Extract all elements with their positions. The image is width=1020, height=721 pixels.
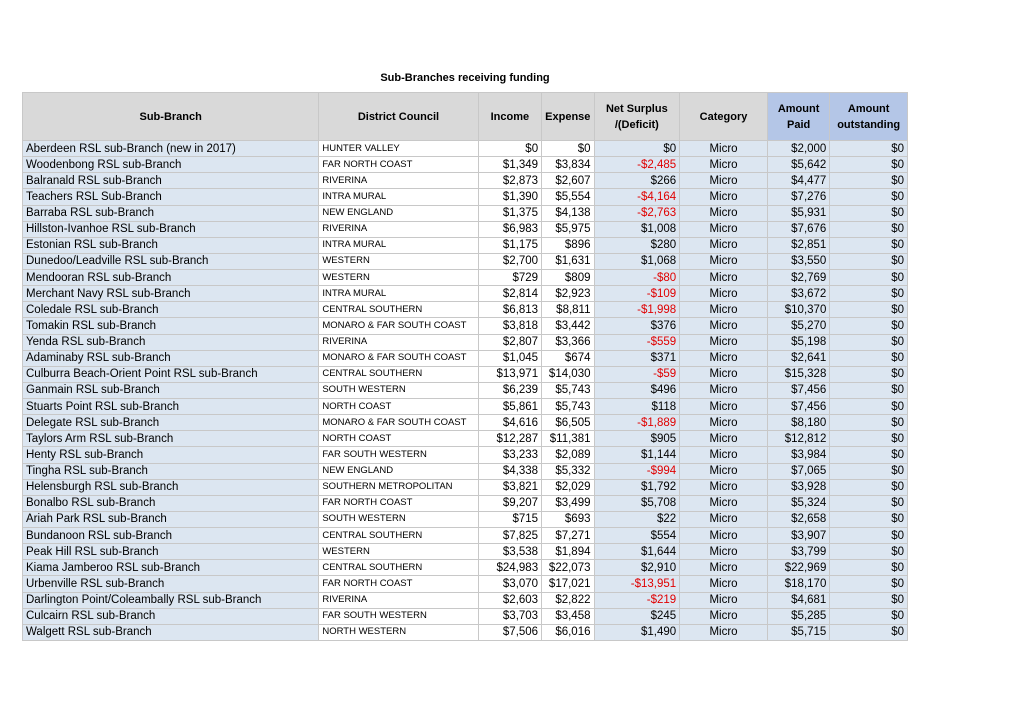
cell-category: Micro bbox=[680, 334, 768, 350]
table-row bbox=[23, 141, 908, 157]
header-category: Category bbox=[680, 93, 768, 141]
cell-sub-branch: Urbenville RSL sub-Branch bbox=[23, 576, 319, 592]
cell-amount-paid: $12,812 bbox=[767, 431, 829, 447]
cell-category: Micro bbox=[680, 270, 768, 286]
cell-expense: $1,894 bbox=[542, 544, 594, 560]
cell-income: $729 bbox=[478, 270, 542, 286]
cell-expense: $17,021 bbox=[542, 576, 594, 592]
cell-amount-paid: $5,931 bbox=[767, 205, 829, 221]
table-row bbox=[23, 511, 908, 527]
cell-category: Micro bbox=[680, 479, 768, 495]
cell-sub-branch: Bonalbo RSL sub-Branch bbox=[23, 495, 319, 511]
header-amount-outstanding bbox=[830, 93, 908, 141]
cell-district-council: RIVERINA bbox=[319, 334, 478, 350]
cell-district-council: NORTH WESTERN bbox=[319, 624, 478, 640]
cell-district-council: SOUTHERN METROPOLITAN bbox=[319, 479, 478, 495]
cell-sub-branch: Barraba RSL sub-Branch bbox=[23, 205, 319, 221]
cell-district-council: HUNTER VALLEY bbox=[319, 141, 478, 157]
cell-income: $5,861 bbox=[478, 399, 542, 415]
cell-amount-outstanding: $0 bbox=[830, 366, 908, 382]
cell-net-surplus: -$59 bbox=[594, 366, 680, 382]
header-out-line1: Amount bbox=[847, 102, 890, 115]
cell-district-council: CENTRAL SOUTHERN bbox=[319, 560, 478, 576]
cell-amount-outstanding: $0 bbox=[830, 495, 908, 511]
cell-category: Micro bbox=[680, 157, 768, 173]
cell-category: Micro bbox=[680, 495, 768, 511]
cell-amount-outstanding: $0 bbox=[830, 157, 908, 173]
cell-expense: $5,332 bbox=[542, 463, 594, 479]
cell-category: Micro bbox=[680, 205, 768, 221]
cell-amount-outstanding: $0 bbox=[830, 463, 908, 479]
table-row bbox=[23, 253, 908, 269]
cell-amount-outstanding: $0 bbox=[830, 302, 908, 318]
cell-sub-branch: Teachers RSL Sub-Branch bbox=[23, 189, 319, 205]
cell-expense: $4,138 bbox=[542, 205, 594, 221]
cell-income: $1,390 bbox=[478, 189, 542, 205]
cell-category: Micro bbox=[680, 576, 768, 592]
table-header-row bbox=[23, 93, 908, 141]
cell-income: $1,375 bbox=[478, 205, 542, 221]
cell-expense: $3,458 bbox=[542, 608, 594, 624]
cell-sub-branch: Delegate RSL sub-Branch bbox=[23, 415, 319, 431]
cell-sub-branch: Aberdeen RSL sub-Branch (new in 2017) bbox=[23, 141, 319, 157]
cell-expense: $693 bbox=[542, 511, 594, 527]
cell-sub-branch: Peak Hill RSL sub-Branch bbox=[23, 544, 319, 560]
cell-category: Micro bbox=[680, 431, 768, 447]
cell-net-surplus: -$2,763 bbox=[594, 205, 680, 221]
cell-sub-branch: Coledale RSL sub-Branch bbox=[23, 302, 319, 318]
cell-amount-paid: $22,969 bbox=[767, 560, 829, 576]
cell-amount-paid: $3,928 bbox=[767, 479, 829, 495]
cell-district-council: FAR SOUTH WESTERN bbox=[319, 447, 478, 463]
funding-table bbox=[22, 92, 908, 641]
table-row bbox=[23, 592, 908, 608]
cell-net-surplus: $280 bbox=[594, 237, 680, 253]
cell-category: Micro bbox=[680, 302, 768, 318]
cell-amount-outstanding: $0 bbox=[830, 253, 908, 269]
cell-category: Micro bbox=[680, 253, 768, 269]
cell-district-council: WESTERN bbox=[319, 253, 478, 269]
cell-income: $2,603 bbox=[478, 592, 542, 608]
cell-sub-branch: Yenda RSL sub-Branch bbox=[23, 334, 319, 350]
cell-amount-outstanding: $0 bbox=[830, 173, 908, 189]
cell-amount-outstanding: $0 bbox=[830, 286, 908, 302]
cell-net-surplus: -$80 bbox=[594, 270, 680, 286]
cell-amount-paid: $3,799 bbox=[767, 544, 829, 560]
cell-income: $3,818 bbox=[478, 318, 542, 334]
cell-category: Micro bbox=[680, 447, 768, 463]
table-row bbox=[23, 173, 908, 189]
table-row bbox=[23, 350, 908, 366]
cell-category: Micro bbox=[680, 463, 768, 479]
cell-amount-paid: $3,984 bbox=[767, 447, 829, 463]
cell-sub-branch: Bundanoon RSL sub-Branch bbox=[23, 528, 319, 544]
cell-amount-paid: $7,276 bbox=[767, 189, 829, 205]
cell-amount-paid: $2,658 bbox=[767, 511, 829, 527]
cell-category: Micro bbox=[680, 399, 768, 415]
cell-amount-paid: $2,000 bbox=[767, 141, 829, 157]
cell-expense: $5,975 bbox=[542, 221, 594, 237]
header-expense: Expense bbox=[542, 93, 594, 141]
cell-income: $1,349 bbox=[478, 157, 542, 173]
table-row bbox=[23, 382, 908, 398]
cell-district-council: NORTH COAST bbox=[319, 431, 478, 447]
cell-amount-outstanding: $0 bbox=[830, 415, 908, 431]
cell-expense: $22,073 bbox=[542, 560, 594, 576]
cell-expense: $5,554 bbox=[542, 189, 594, 205]
cell-category: Micro bbox=[680, 221, 768, 237]
cell-amount-outstanding: $0 bbox=[830, 237, 908, 253]
cell-income: $1,045 bbox=[478, 350, 542, 366]
cell-net-surplus: -$1,998 bbox=[594, 302, 680, 318]
cell-net-surplus: $1,644 bbox=[594, 544, 680, 560]
cell-expense: $14,030 bbox=[542, 366, 594, 382]
cell-amount-outstanding: $0 bbox=[830, 221, 908, 237]
cell-district-council: RIVERINA bbox=[319, 592, 478, 608]
cell-income: $2,814 bbox=[478, 286, 542, 302]
header-income: Income bbox=[478, 93, 542, 141]
cell-category: Micro bbox=[680, 511, 768, 527]
cell-sub-branch: Woodenbong RSL sub-Branch bbox=[23, 157, 319, 173]
cell-amount-paid: $4,477 bbox=[767, 173, 829, 189]
cell-net-surplus: $1,068 bbox=[594, 253, 680, 269]
cell-amount-outstanding: $0 bbox=[830, 447, 908, 463]
cell-amount-outstanding: $0 bbox=[830, 608, 908, 624]
cell-expense: $5,743 bbox=[542, 382, 594, 398]
cell-sub-branch: Culburra Beach-Orient Point RSL sub-Branch bbox=[23, 366, 319, 382]
cell-amount-outstanding: $0 bbox=[830, 270, 908, 286]
cell-income: $2,873 bbox=[478, 173, 542, 189]
table-body bbox=[23, 141, 908, 641]
table-row bbox=[23, 286, 908, 302]
cell-expense: $11,381 bbox=[542, 431, 594, 447]
cell-net-surplus: -$994 bbox=[594, 463, 680, 479]
table-row bbox=[23, 576, 908, 592]
cell-expense: $6,505 bbox=[542, 415, 594, 431]
cell-net-surplus: -$219 bbox=[594, 592, 680, 608]
table-row bbox=[23, 560, 908, 576]
cell-net-surplus: $266 bbox=[594, 173, 680, 189]
cell-net-surplus: $118 bbox=[594, 399, 680, 415]
cell-category: Micro bbox=[680, 624, 768, 640]
cell-income: $0 bbox=[478, 141, 542, 157]
cell-district-council: FAR NORTH COAST bbox=[319, 495, 478, 511]
cell-category: Micro bbox=[680, 366, 768, 382]
header-net-surplus bbox=[594, 93, 680, 141]
cell-expense: $0 bbox=[542, 141, 594, 157]
cell-net-surplus: $1,792 bbox=[594, 479, 680, 495]
cell-net-surplus: -$559 bbox=[594, 334, 680, 350]
cell-amount-outstanding: $0 bbox=[830, 576, 908, 592]
cell-amount-paid: $5,285 bbox=[767, 608, 829, 624]
table-row bbox=[23, 495, 908, 511]
cell-sub-branch: Tomakin RSL sub-Branch bbox=[23, 318, 319, 334]
cell-district-council: MONARO & FAR SOUTH COAST bbox=[319, 318, 478, 334]
cell-amount-outstanding: $0 bbox=[830, 544, 908, 560]
cell-sub-branch: Estonian RSL sub-Branch bbox=[23, 237, 319, 253]
cell-amount-paid: $3,550 bbox=[767, 253, 829, 269]
cell-sub-branch: Merchant Navy RSL sub-Branch bbox=[23, 286, 319, 302]
cell-income: $24,983 bbox=[478, 560, 542, 576]
cell-sub-branch: Taylors Arm RSL sub-Branch bbox=[23, 431, 319, 447]
cell-category: Micro bbox=[680, 237, 768, 253]
cell-expense: $2,923 bbox=[542, 286, 594, 302]
table-row bbox=[23, 318, 908, 334]
table-row bbox=[23, 399, 908, 415]
cell-sub-branch: Hillston-Ivanhoe RSL sub-Branch bbox=[23, 221, 319, 237]
cell-district-council: WESTERN bbox=[319, 544, 478, 560]
cell-net-surplus: $905 bbox=[594, 431, 680, 447]
cell-district-council: SOUTH WESTERN bbox=[319, 511, 478, 527]
cell-district-council: FAR NORTH COAST bbox=[319, 157, 478, 173]
cell-income: $6,983 bbox=[478, 221, 542, 237]
cell-amount-paid: $3,907 bbox=[767, 528, 829, 544]
cell-expense: $1,631 bbox=[542, 253, 594, 269]
cell-amount-paid: $2,851 bbox=[767, 237, 829, 253]
cell-expense: $2,089 bbox=[542, 447, 594, 463]
table-row bbox=[23, 366, 908, 382]
cell-category: Micro bbox=[680, 608, 768, 624]
cell-category: Micro bbox=[680, 286, 768, 302]
cell-net-surplus: $245 bbox=[594, 608, 680, 624]
table-row bbox=[23, 479, 908, 495]
cell-amount-outstanding: $0 bbox=[830, 399, 908, 415]
cell-expense: $3,366 bbox=[542, 334, 594, 350]
cell-amount-outstanding: $0 bbox=[830, 141, 908, 157]
table-row bbox=[23, 221, 908, 237]
header-net-line2: /(Deficit) bbox=[614, 118, 659, 131]
cell-sub-branch: Tingha RSL sub-Branch bbox=[23, 463, 319, 479]
cell-net-surplus: $5,708 bbox=[594, 495, 680, 511]
cell-amount-outstanding: $0 bbox=[830, 560, 908, 576]
cell-category: Micro bbox=[680, 382, 768, 398]
cell-income: $1,175 bbox=[478, 237, 542, 253]
cell-net-surplus: $22 bbox=[594, 511, 680, 527]
cell-sub-branch: Darlington Point/Coleambally RSL sub-Branch bbox=[23, 592, 319, 608]
cell-income: $3,821 bbox=[478, 479, 542, 495]
cell-income: $9,207 bbox=[478, 495, 542, 511]
cell-category: Micro bbox=[680, 141, 768, 157]
cell-amount-outstanding: $0 bbox=[830, 511, 908, 527]
cell-category: Micro bbox=[680, 189, 768, 205]
cell-amount-paid: $7,065 bbox=[767, 463, 829, 479]
cell-expense: $2,822 bbox=[542, 592, 594, 608]
cell-amount-paid: $10,370 bbox=[767, 302, 829, 318]
cell-amount-outstanding: $0 bbox=[830, 350, 908, 366]
cell-district-council: INTRA MURAL bbox=[319, 237, 478, 253]
table-row bbox=[23, 157, 908, 173]
cell-amount-paid: $5,324 bbox=[767, 495, 829, 511]
cell-net-surplus: -$13,951 bbox=[594, 576, 680, 592]
cell-income: $3,233 bbox=[478, 447, 542, 463]
cell-sub-branch: Ganmain RSL sub-Branch bbox=[23, 382, 319, 398]
table-row bbox=[23, 205, 908, 221]
table-row bbox=[23, 608, 908, 624]
cell-sub-branch: Balranald RSL sub-Branch bbox=[23, 173, 319, 189]
cell-income: $6,239 bbox=[478, 382, 542, 398]
cell-income: $12,287 bbox=[478, 431, 542, 447]
cell-district-council: INTRA MURAL bbox=[319, 286, 478, 302]
cell-income: $7,825 bbox=[478, 528, 542, 544]
cell-sub-branch: Helensburgh RSL sub-Branch bbox=[23, 479, 319, 495]
cell-amount-outstanding: $0 bbox=[830, 624, 908, 640]
cell-net-surplus: $1,490 bbox=[594, 624, 680, 640]
table-row bbox=[23, 334, 908, 350]
cell-income: $4,338 bbox=[478, 463, 542, 479]
cell-expense: $809 bbox=[542, 270, 594, 286]
cell-amount-outstanding: $0 bbox=[830, 479, 908, 495]
cell-category: Micro bbox=[680, 528, 768, 544]
cell-amount-paid: $7,676 bbox=[767, 221, 829, 237]
table-row bbox=[23, 302, 908, 318]
cell-income: $2,807 bbox=[478, 334, 542, 350]
cell-net-surplus: -$2,485 bbox=[594, 157, 680, 173]
cell-expense: $7,271 bbox=[542, 528, 594, 544]
cell-expense: $6,016 bbox=[542, 624, 594, 640]
cell-income: $6,813 bbox=[478, 302, 542, 318]
cell-sub-branch: Culcairn RSL sub-Branch bbox=[23, 608, 319, 624]
cell-amount-outstanding: $0 bbox=[830, 431, 908, 447]
cell-amount-paid: $5,642 bbox=[767, 157, 829, 173]
cell-income: $2,700 bbox=[478, 253, 542, 269]
page-title: Sub-Branches receiving funding bbox=[380, 72, 550, 84]
cell-amount-paid: $2,641 bbox=[767, 350, 829, 366]
cell-income: $3,703 bbox=[478, 608, 542, 624]
cell-amount-outstanding: $0 bbox=[830, 334, 908, 350]
cell-category: Micro bbox=[680, 544, 768, 560]
cell-amount-outstanding: $0 bbox=[830, 189, 908, 205]
cell-district-council: SOUTH WESTERN bbox=[319, 382, 478, 398]
cell-amount-paid: $18,170 bbox=[767, 576, 829, 592]
cell-district-council: MONARO & FAR SOUTH COAST bbox=[319, 350, 478, 366]
cell-category: Micro bbox=[680, 318, 768, 334]
cell-income: $3,538 bbox=[478, 544, 542, 560]
cell-category: Micro bbox=[680, 173, 768, 189]
table-row bbox=[23, 189, 908, 205]
cell-income: $4,616 bbox=[478, 415, 542, 431]
table-row bbox=[23, 624, 908, 640]
cell-sub-branch: Adaminaby RSL sub-Branch bbox=[23, 350, 319, 366]
cell-expense: $3,442 bbox=[542, 318, 594, 334]
cell-category: Micro bbox=[680, 350, 768, 366]
cell-sub-branch: Kiama Jamberoo RSL sub-Branch bbox=[23, 560, 319, 576]
cell-expense: $2,607 bbox=[542, 173, 594, 189]
table-row bbox=[23, 544, 908, 560]
table-row bbox=[23, 415, 908, 431]
header-out-line2: outstanding bbox=[837, 118, 901, 131]
cell-district-council: FAR NORTH COAST bbox=[319, 576, 478, 592]
table-row bbox=[23, 270, 908, 286]
cell-expense: $3,499 bbox=[542, 495, 594, 511]
cell-district-council: RIVERINA bbox=[319, 173, 478, 189]
cell-district-council: MONARO & FAR SOUTH COAST bbox=[319, 415, 478, 431]
header-paid-line1: Amount bbox=[777, 102, 820, 115]
table-row bbox=[23, 447, 908, 463]
cell-category: Micro bbox=[680, 592, 768, 608]
cell-district-council: NEW ENGLAND bbox=[319, 205, 478, 221]
cell-district-council: CENTRAL SOUTHERN bbox=[319, 528, 478, 544]
cell-amount-outstanding: $0 bbox=[830, 528, 908, 544]
cell-sub-branch: Ariah Park RSL sub-Branch bbox=[23, 511, 319, 527]
header-net-line1: Net Surplus bbox=[605, 102, 668, 115]
cell-category: Micro bbox=[680, 560, 768, 576]
cell-amount-paid: $7,456 bbox=[767, 382, 829, 398]
header-sub-branch: Sub-Branch bbox=[23, 93, 319, 141]
cell-district-council: FAR SOUTH WESTERN bbox=[319, 608, 478, 624]
cell-income: $715 bbox=[478, 511, 542, 527]
header-paid-line2: Paid bbox=[786, 118, 811, 131]
cell-amount-outstanding: $0 bbox=[830, 205, 908, 221]
cell-net-surplus: $0 bbox=[594, 141, 680, 157]
cell-amount-paid: $4,681 bbox=[767, 592, 829, 608]
cell-amount-paid: $5,270 bbox=[767, 318, 829, 334]
cell-net-surplus: -$109 bbox=[594, 286, 680, 302]
cell-net-surplus: -$4,164 bbox=[594, 189, 680, 205]
cell-net-surplus: $1,008 bbox=[594, 221, 680, 237]
cell-expense: $5,743 bbox=[542, 399, 594, 415]
table-row bbox=[23, 431, 908, 447]
cell-expense: $8,811 bbox=[542, 302, 594, 318]
cell-amount-paid: $15,328 bbox=[767, 366, 829, 382]
cell-amount-paid: $5,198 bbox=[767, 334, 829, 350]
cell-district-council: CENTRAL SOUTHERN bbox=[319, 302, 478, 318]
table-row bbox=[23, 528, 908, 544]
cell-income: $7,506 bbox=[478, 624, 542, 640]
cell-category: Micro bbox=[680, 415, 768, 431]
cell-amount-paid: $5,715 bbox=[767, 624, 829, 640]
cell-expense: $896 bbox=[542, 237, 594, 253]
cell-amount-paid: $3,672 bbox=[767, 286, 829, 302]
cell-sub-branch: Walgett RSL sub-Branch bbox=[23, 624, 319, 640]
cell-sub-branch: Stuarts Point RSL sub-Branch bbox=[23, 399, 319, 415]
cell-district-council: INTRA MURAL bbox=[319, 189, 478, 205]
cell-district-council: CENTRAL SOUTHERN bbox=[319, 366, 478, 382]
cell-net-surplus: $371 bbox=[594, 350, 680, 366]
cell-net-surplus: -$1,889 bbox=[594, 415, 680, 431]
cell-amount-outstanding: $0 bbox=[830, 592, 908, 608]
header-district-council: District Council bbox=[319, 93, 478, 141]
cell-expense: $674 bbox=[542, 350, 594, 366]
cell-amount-paid: $8,180 bbox=[767, 415, 829, 431]
cell-net-surplus: $2,910 bbox=[594, 560, 680, 576]
cell-district-council: RIVERINA bbox=[319, 221, 478, 237]
cell-district-council: NORTH COAST bbox=[319, 399, 478, 415]
table-row bbox=[23, 237, 908, 253]
cell-sub-branch: Mendooran RSL sub-Branch bbox=[23, 270, 319, 286]
cell-sub-branch: Dunedoo/Leadville RSL sub-Branch bbox=[23, 253, 319, 269]
cell-district-council: WESTERN bbox=[319, 270, 478, 286]
header-amount-paid bbox=[767, 93, 829, 141]
cell-expense: $3,834 bbox=[542, 157, 594, 173]
cell-net-surplus: $554 bbox=[594, 528, 680, 544]
cell-amount-paid: $2,769 bbox=[767, 270, 829, 286]
cell-amount-paid: $7,456 bbox=[767, 399, 829, 415]
cell-income: $3,070 bbox=[478, 576, 542, 592]
cell-net-surplus: $376 bbox=[594, 318, 680, 334]
cell-net-surplus: $496 bbox=[594, 382, 680, 398]
table-row bbox=[23, 463, 908, 479]
cell-expense: $2,029 bbox=[542, 479, 594, 495]
cell-income: $13,971 bbox=[478, 366, 542, 382]
cell-net-surplus: $1,144 bbox=[594, 447, 680, 463]
cell-amount-outstanding: $0 bbox=[830, 382, 908, 398]
cell-district-council: NEW ENGLAND bbox=[319, 463, 478, 479]
cell-amount-outstanding: $0 bbox=[830, 318, 908, 334]
cell-sub-branch: Henty RSL sub-Branch bbox=[23, 447, 319, 463]
